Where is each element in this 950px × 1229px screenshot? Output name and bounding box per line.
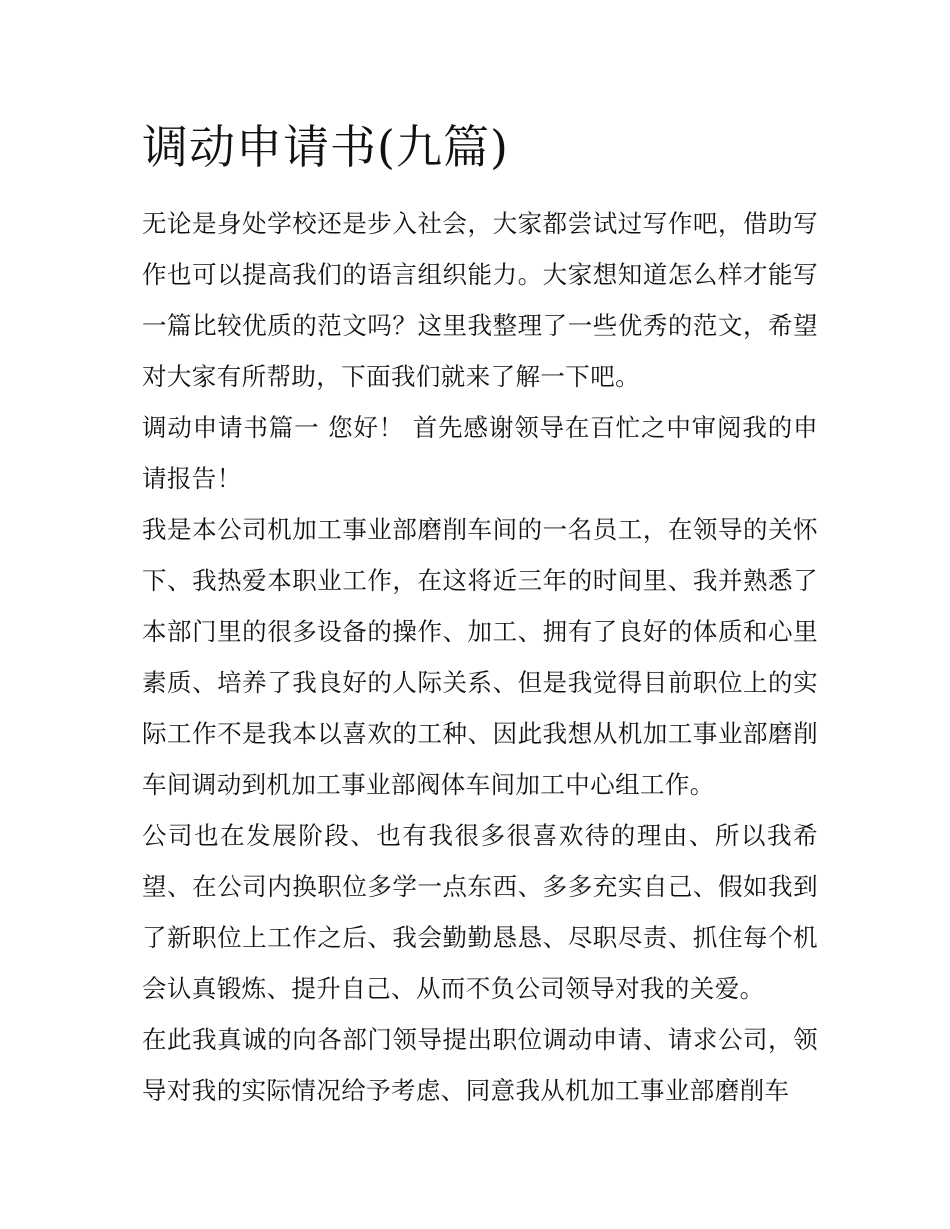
paragraph-greeting: 调动申请书篇一 您好！ 首先感谢领导在百忙之中审阅我的申请报告！ bbox=[142, 413, 818, 493]
document-page bbox=[142, 112, 818, 1116]
paragraph-intro: 无论是身处学校还是步入社会，大家都尝试过写作吧，借助写作也可以提高我们的语言组织能力。大家想知道怎么样才能写一篇比较优质的范文吗？这里我整理了一些优秀的范文，希望对大家有所帮助，下面我们就来了解一下吧。 bbox=[142, 209, 818, 391]
document-title: 调动申请书(九篇) bbox=[142, 120, 509, 174]
paragraph-request: 在此我真诚的向各部门领导提出职位调动申请、请求公司，领导对我的实际情况给予考虑、同意我从机加工事业部磨削车 bbox=[142, 1025, 818, 1105]
paragraph-reason: 公司也在发展阶段、也有我很多很喜欢待的理由、所以我希望、在公司内换职位多学一点东西、多多充实自己、假如我到了新职位上工作之后、我会勤勤恳恳、尽职尽责、抓住每个机会认真锻炼、提升自己、从而不负公司领导对我的关爱。 bbox=[142, 821, 818, 1003]
paragraph-background: 我是本公司机加工事业部磨削车间的一名员工，在领导的关怀下、我热爱本职业工作，在这将近三年的时间里、我并熟悉了本部门里的很多设备的操作、加工、拥有了良好的体质和心里素质、培养了我良好的人际关系、但是我觉得目前职位上的实际工作不是我本以喜欢的工种、因此我想从机加工事业部磨削车间调动到机加工事业部阀体车间加工中心组工作。 bbox=[142, 515, 818, 799]
